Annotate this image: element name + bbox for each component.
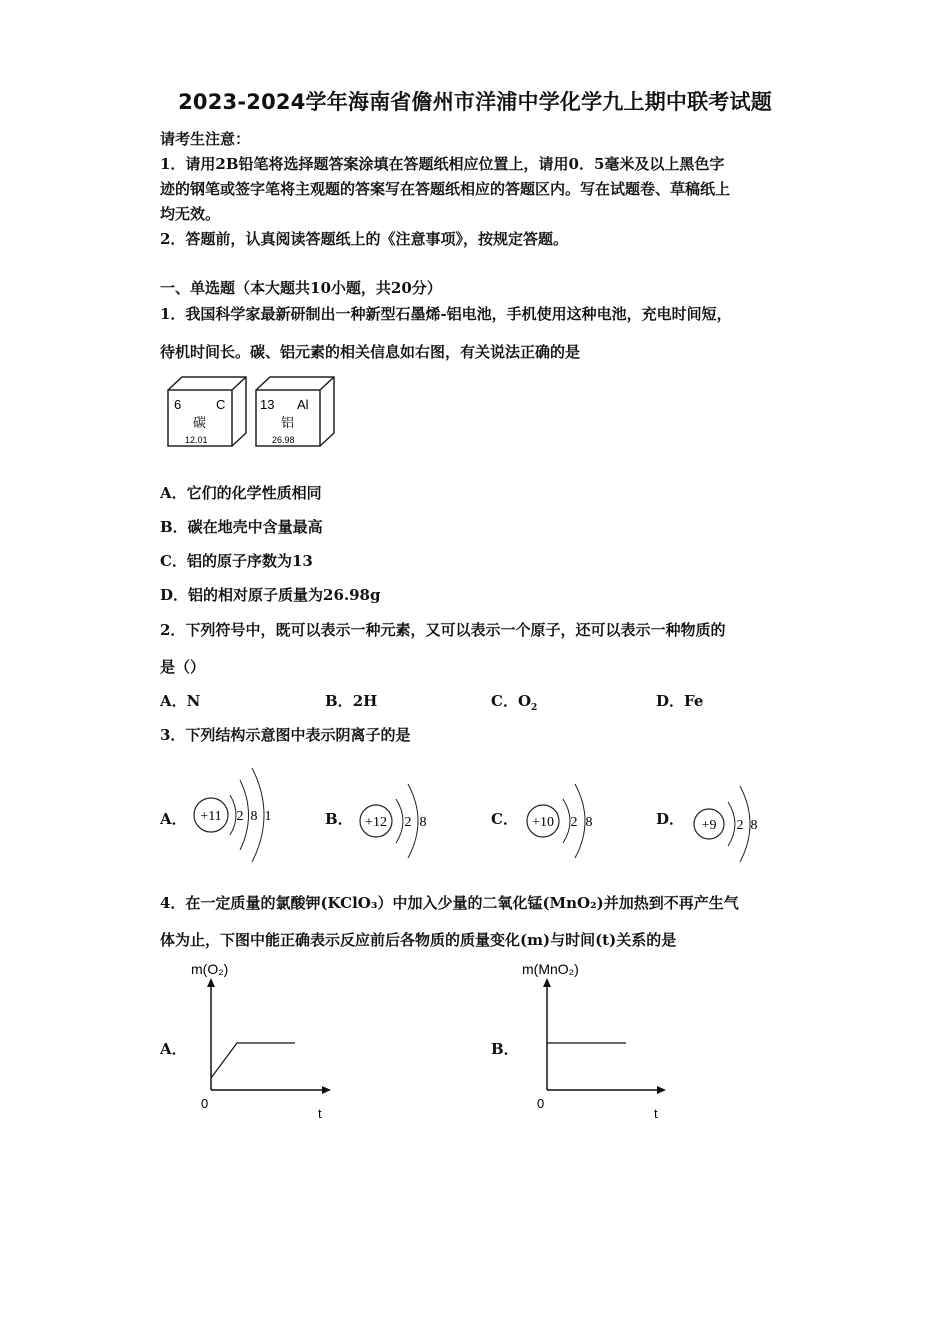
svg-text:2: 2 bbox=[570, 815, 578, 830]
graph-a-curve bbox=[211, 1043, 295, 1078]
graph-y-label: m(O₂) bbox=[191, 961, 229, 977]
q2-stem: 是（） bbox=[160, 658, 206, 676]
element-card-aluminum bbox=[256, 377, 334, 446]
element-number: 6 bbox=[174, 397, 182, 412]
svg-text:t: t bbox=[654, 1106, 658, 1121]
page-title: 2023-2024学年海南省儋州市洋浦中学化学九上期中联考试题 bbox=[178, 90, 772, 114]
svg-text:8: 8 bbox=[250, 809, 258, 824]
q2-option-b: B．2H bbox=[325, 692, 378, 710]
q3-stem: 3．下列结构示意图中表示阴离子的是 bbox=[160, 726, 411, 744]
element-name: 碳 bbox=[193, 415, 207, 430]
element-cards bbox=[160, 372, 340, 452]
svg-text:+11: +11 bbox=[200, 809, 222, 824]
element-name: 铝 bbox=[281, 415, 295, 430]
svg-text:+12: +12 bbox=[365, 815, 387, 830]
q2-stem: 2．下列符号中，既可以表示一种元素，又可以表示一个原子，还可以表示一种物质的 bbox=[160, 621, 726, 639]
svg-text:0: 0 bbox=[537, 1096, 545, 1111]
svg-text:1: 1 bbox=[264, 809, 272, 824]
element-symbol: C bbox=[216, 397, 226, 412]
q1-option-b: B．碳在地壳中含量最高 bbox=[160, 518, 323, 536]
q3-option-c-label: C． bbox=[491, 810, 518, 828]
ion-diagram-b bbox=[356, 774, 436, 866]
graph-a bbox=[185, 956, 345, 1126]
svg-text:t: t bbox=[318, 1106, 322, 1121]
svg-text:8: 8 bbox=[585, 815, 593, 830]
graph-y-label: m(MnO₂) bbox=[522, 961, 579, 977]
notice-line: 2．答题前，认真阅读答题纸上的《注意事项》，按规定答题。 bbox=[160, 230, 568, 248]
svg-text:2: 2 bbox=[236, 809, 244, 824]
q2-option-d: D．Fe bbox=[656, 692, 704, 710]
q2-option-c: C．$O_2$ bbox=[491, 692, 538, 713]
q1-option-c: C．铝的原子序数为13 bbox=[160, 552, 313, 570]
q2-option-a: A．N bbox=[160, 692, 201, 710]
notice-line: 1．请用2B铅笔将选择题答案涂填在答题纸相应位置上，请用0．5毫米及以上黑色字 bbox=[160, 155, 725, 173]
q1-stem: 1．我国科学家最新研制出一种新型石墨烯-铝电池，手机使用这种电池，充电时间短， bbox=[160, 305, 732, 323]
svg-text:8: 8 bbox=[750, 818, 758, 833]
svg-text:2: 2 bbox=[736, 818, 744, 833]
element-mass: 12.01 bbox=[185, 435, 208, 445]
q1-stem: 待机时间长。碳、铝元素的相关信息如右图，有关说法正确的是 bbox=[160, 343, 581, 361]
element-number: 13 bbox=[260, 397, 275, 412]
ion-diagram-d bbox=[690, 776, 770, 868]
notice-heading: 请考生注意： bbox=[160, 130, 251, 148]
ion-diagram-c bbox=[522, 774, 602, 866]
svg-text:2: 2 bbox=[404, 815, 412, 830]
element-card-carbon bbox=[168, 377, 246, 446]
q3-option-a-label: A． bbox=[160, 810, 187, 828]
q3-option-b-label: B． bbox=[325, 810, 353, 828]
q1-option-d: D．铝的相对原子质量为26.98g bbox=[160, 586, 381, 604]
q4-option-a-label: A． bbox=[160, 1040, 187, 1058]
notice-line: 均无效。 bbox=[160, 205, 221, 223]
element-mass: 26.98 bbox=[272, 435, 295, 445]
notice-line: 迹的钢笔或签字笔将主观题的答案写在答题纸相应的答题区内。写在试题卷、草稿纸上 bbox=[160, 180, 731, 198]
svg-text:+10: +10 bbox=[532, 815, 554, 830]
q4-option-b-label: B． bbox=[491, 1040, 519, 1058]
q1-option-a: A．它们的化学性质相同 bbox=[160, 484, 322, 502]
ion-diagram-a bbox=[190, 758, 290, 870]
svg-text:+9: +9 bbox=[701, 818, 717, 833]
q4-stem: 体为止，下图中能正确表示反应前后各物质的质量变化(m)与时间(t)关系的是 bbox=[160, 931, 677, 949]
section-heading: 一、单选题（本大题共10小题，共20分） bbox=[160, 279, 442, 297]
q4-stem: 4．在一定质量的氯酸钾(KClO₃）中加入少量的二氧化锰(MnO₂)并加热到不再产生气 bbox=[160, 894, 739, 912]
element-symbol: Al bbox=[297, 397, 309, 412]
graph-b bbox=[520, 956, 680, 1126]
q3-option-d-label: D． bbox=[656, 810, 685, 828]
svg-text:8: 8 bbox=[419, 815, 427, 830]
svg-text:0: 0 bbox=[201, 1096, 209, 1111]
